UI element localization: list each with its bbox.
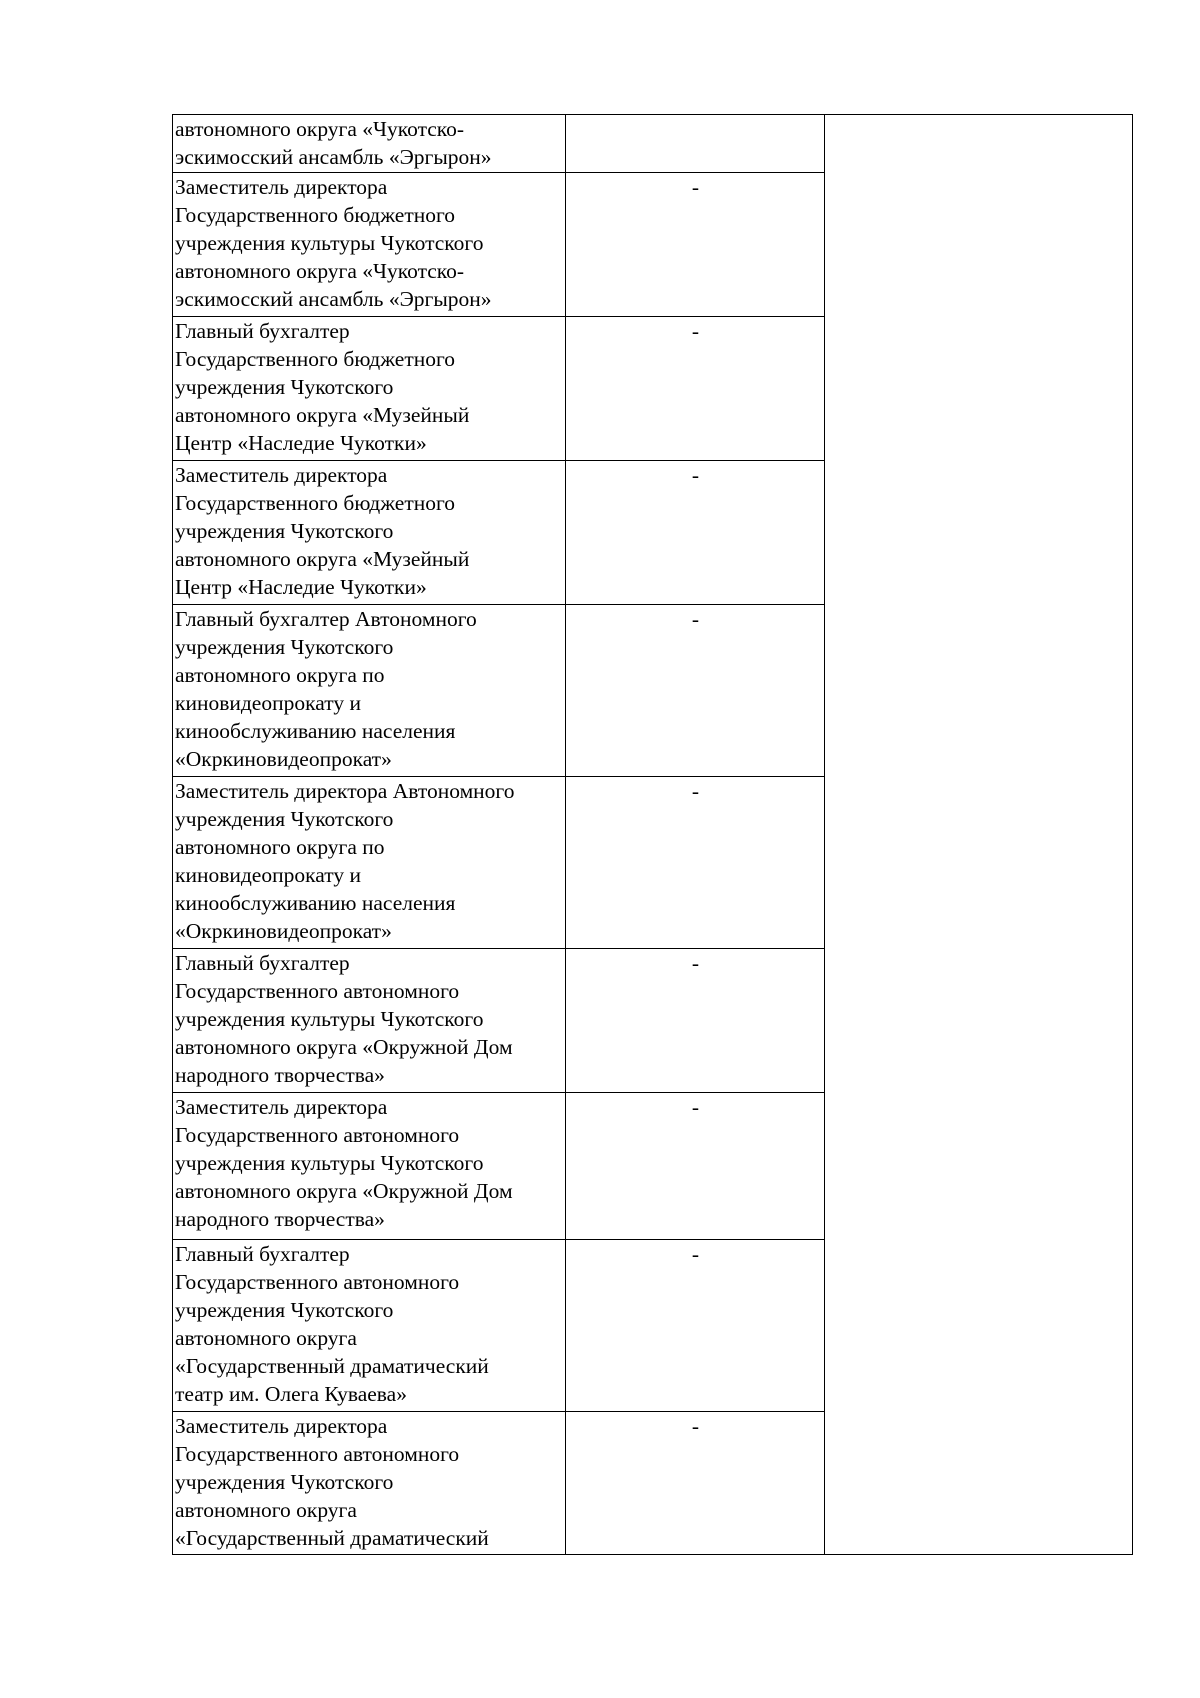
value-cell: - <box>566 173 825 317</box>
position-cell: Главный бухгалтер Автономного учреждения Чукотского автономного округа по киновидеопрокату и кинообслуживанию населения «Окркиновидеопрокат» <box>173 605 566 777</box>
position-cell: Заместитель директора Государственного автономного учреждения Чукотского автономного округа «Государственный драматический <box>173 1412 566 1555</box>
position-cell: Заместитель директора Государственного автономного учреждения культуры Чукотского автономного округа «Окружной Дом народного творчества» <box>173 1093 566 1240</box>
value-cell: - <box>566 461 825 605</box>
merged-note-cell <box>825 115 1133 1555</box>
position-cell: Главный бухгалтер Государственного бюджетного учреждения Чукотского автономного округа «Музейный Центр «Наследие Чукотки» <box>173 317 566 461</box>
position-cell: Главный бухгалтер Государственного автономного учреждения культуры Чукотского автономного округа «Окружной Дом народного творчества» <box>173 949 566 1093</box>
value-cell: - <box>566 949 825 1093</box>
value-cell: - <box>566 1412 825 1555</box>
position-cell: Заместитель директора Государственного бюджетного учреждения Чукотского автономного округа «Музейный Центр «Наследие Чукотки» <box>173 461 566 605</box>
value-cell <box>566 115 825 173</box>
value-cell: - <box>566 777 825 949</box>
position-cell: Заместитель директора Автономного учреждения Чукотского автономного округа по киновидеопрокату и кинообслуживанию населения «Окркиновидеопрокат» <box>173 777 566 949</box>
position-cell: автономного округа «Чукотско- эскимосский ансамбль «Эргырон» <box>173 115 566 173</box>
position-cell: Главный бухгалтер Государственного автономного учреждения Чукотского автономного округа «Государственный драматический театр им. Олега Куваева» <box>173 1240 566 1412</box>
positions-table <box>172 114 1133 1555</box>
value-cell: - <box>566 1093 825 1240</box>
position-cell: Заместитель директора Государственного бюджетного учреждения культуры Чукотского автономного округа «Чукотско- эскимосский ансамбль «Эргырон» <box>173 173 566 317</box>
table-row <box>173 115 1133 173</box>
value-cell: - <box>566 317 825 461</box>
value-cell: - <box>566 1240 825 1412</box>
value-cell: - <box>566 605 825 777</box>
